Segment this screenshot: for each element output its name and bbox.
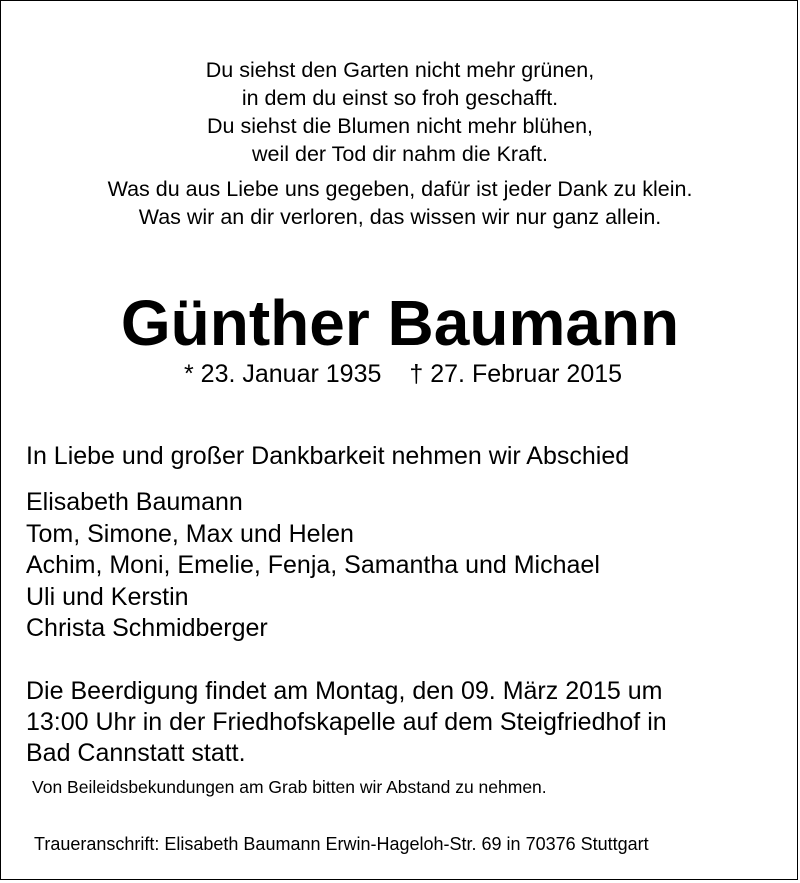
farewell-text: In Liebe und großer Dankbarkeit nehmen wir Abschied <box>26 442 630 470</box>
birth-date: * 23. Januar 1935 <box>184 360 382 388</box>
funeral-notice <box>26 676 667 769</box>
mourner-name: Christa Schmidberger <box>26 614 268 642</box>
deceased-name: Günther Baumann <box>120 287 680 359</box>
condolence-note: Von Beileidsbekundungen am Grab bitten wir Abstand zu nehmen. <box>32 777 547 797</box>
funeral-line: Bad Cannstatt statt. <box>26 739 246 767</box>
funeral-line: Die Beerdigung findet am Montag, den 09. März 2015 um <box>26 677 663 705</box>
poem-stanza-1 <box>0 56 800 168</box>
poem-stanza-2 <box>0 175 800 231</box>
mourner-name: Uli und Kerstin <box>26 582 189 611</box>
poem-line: Was du aus Liebe uns gegeben, dafür ist jeder Dank zu klein. <box>107 177 693 201</box>
poem-line: Du siehst den Garten nicht mehr grünen, <box>205 58 595 82</box>
poem-line: Was wir an dir verloren, das wissen wir nur ganz allein. <box>138 205 662 229</box>
death-date: † 27. Februar 2015 <box>409 360 623 388</box>
mourner-name: Elisabeth Baumann <box>26 488 243 516</box>
mourners-list <box>26 487 600 645</box>
mourning-address: Traueranschrift: Elisabeth Baumann Erwin-Hageloh-Str. 69 in 70376 Stuttgart <box>34 834 649 854</box>
mourner-name: Achim, Moni, Emelie, Fenja, Samantha und Michael <box>26 551 600 579</box>
life-dates <box>184 358 622 390</box>
poem-line: in dem du einst so froh geschafft. <box>241 86 559 110</box>
funeral-line: 13:00 Uhr in der Friedhofskapelle auf dem Steigfriedhof in <box>26 708 667 736</box>
poem-line: Du siehst die Blumen nicht mehr blühen, <box>206 114 593 138</box>
mourner-name: Tom, Simone, Max und Helen <box>26 519 354 548</box>
poem-line: weil der Tod dir nahm die Kraft. <box>252 142 548 166</box>
